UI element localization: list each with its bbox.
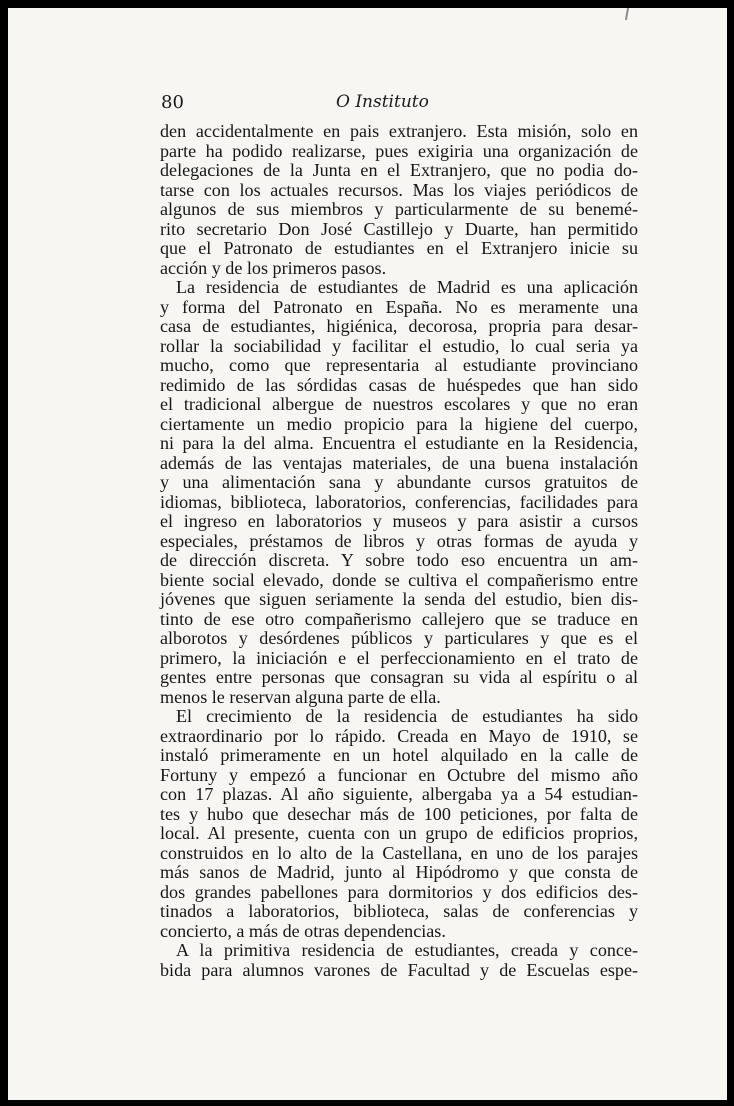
paragraph <box>160 278 638 707</box>
body-text <box>160 122 638 980</box>
text-line: bida para alumnos varones de Facultad y de Escuelas espe- <box>160 959 638 980</box>
scan-corner-mark <box>625 8 629 20</box>
text-line: tarse con los actuales recursos. Mas los viajes periódicos de <box>160 179 638 200</box>
running-title: O Instituto <box>336 92 429 112</box>
text-line: además de las ventajas materiales, de una buena instalación <box>160 452 638 473</box>
text-line: redimido de las sórdidas casas de huéspedes que han sido <box>160 374 638 395</box>
text-line: y forma del Patronato en España. No es meramente una <box>160 296 638 317</box>
scanned-page <box>8 8 727 1100</box>
text-line: La residencia de estudiantes de Madrid es una aplicación <box>176 277 638 297</box>
text-line: menos le reservan alguna parte de ella. <box>160 686 441 707</box>
text-line: más sanos de Madrid, junto al Hipódromo y que consta de <box>160 862 638 882</box>
page-number: 80 <box>161 92 184 113</box>
text-line: primero, la iniciación e el perfeccionamiento en el trato de <box>160 647 638 668</box>
page-header <box>161 92 636 118</box>
text-line: acción y de los primeros pasos. <box>160 257 387 278</box>
text-line: alborotos y desórdenes públicos y particulares y que es el <box>160 628 638 648</box>
paragraph <box>160 941 638 980</box>
text-line: especiales, préstamos de libros y otras formas de ayuda y <box>160 530 638 551</box>
text-line: parte ha podido realizarse, pues exigiria una organización de <box>160 140 638 161</box>
paragraph <box>160 122 638 278</box>
paragraph <box>160 707 638 941</box>
text-line: con 17 plazas. Al año siguiente, albergaba ya a 54 estudian- <box>160 784 638 804</box>
text-line: Fortuny y empezó a funcionar en Octubre del mismo año <box>160 764 638 785</box>
text-line: den accidentalmente en pais extranjero. Esta misión, solo en <box>160 121 638 141</box>
text-line: local. Al presente, cuenta con un grupo de edificios proprios, <box>160 823 638 843</box>
text-line: el ingreso en laboratorios y museos y para asistir a cursos <box>160 511 638 531</box>
text-line: rollar la sociabilidad y facilitar el estudio, lo cual seria ya <box>160 335 638 356</box>
text-line: gentes entre personas que consagran su vida al espíritu o al <box>160 667 638 687</box>
text-line: que el Patronato de estudiantes en el Extranjero inicie su <box>160 238 638 258</box>
text-line: dos grandes pabellones para dormitorios y dos edificios des- <box>160 881 638 902</box>
text-line: mucho, como que representaria al estudiante provinciano <box>160 355 638 375</box>
text-line: casa de estudiantes, higiénica, decorosa, propria para desar- <box>160 316 638 336</box>
text-line: extraordinario por lo rápido. Creada en Mayo de 1910, se <box>160 725 638 746</box>
text-line: El crecimiento de la residencia de estudiantes ha sido <box>176 706 638 726</box>
text-line: tes y hubo que desechar más de 100 peticiones, por falta de <box>160 803 638 824</box>
text-line: idiomas, biblioteca, laboratorios, conferencias, facilidades para <box>160 491 638 512</box>
text-line: ciertamente un medio propicio para la higiene del cuerpo, <box>160 413 638 434</box>
text-line: construidos en lo alto de la Castellana, en uno de los parajes <box>160 842 638 863</box>
text-line: concierto, a más de otras dependencias. <box>160 920 446 941</box>
text-line: y una alimentación sana y abundante cursos gratuitos de <box>160 472 638 492</box>
text-line: algunos de sus miembros y particularmente de su benemé- <box>160 199 638 219</box>
text-line: ni para la del alma. Encuentra el estudiante en la Residencia, <box>160 433 638 453</box>
text-line: rito secretario Don José Castillejo y Duarte, han permitido <box>160 218 638 239</box>
text-line: el tradicional albergue de nuestros escolares y que no eran <box>160 394 638 414</box>
text-line: tinados a laboratorios, biblioteca, salas de conferencias y <box>160 901 638 921</box>
text-line: delegaciones de la Junta en el Extranjero, que no podia do- <box>160 160 638 180</box>
text-line: biente social elevado, donde se cultiva el compañerismo entre <box>160 569 638 590</box>
text-line: jóvenes que siguen seriamente la senda del estudio, bien dis- <box>160 589 638 609</box>
text-line: instaló primeramente en un hotel alquilado en la calle de <box>160 745 638 765</box>
text-line: A la primitiva residencia de estudiantes, creada y conce- <box>176 940 638 960</box>
text-line: tinto de ese otro compañerismo callejero que se traduce en <box>160 608 638 629</box>
text-line: de dirección discreta. Y sobre todo eso encuentra un am- <box>160 550 638 570</box>
